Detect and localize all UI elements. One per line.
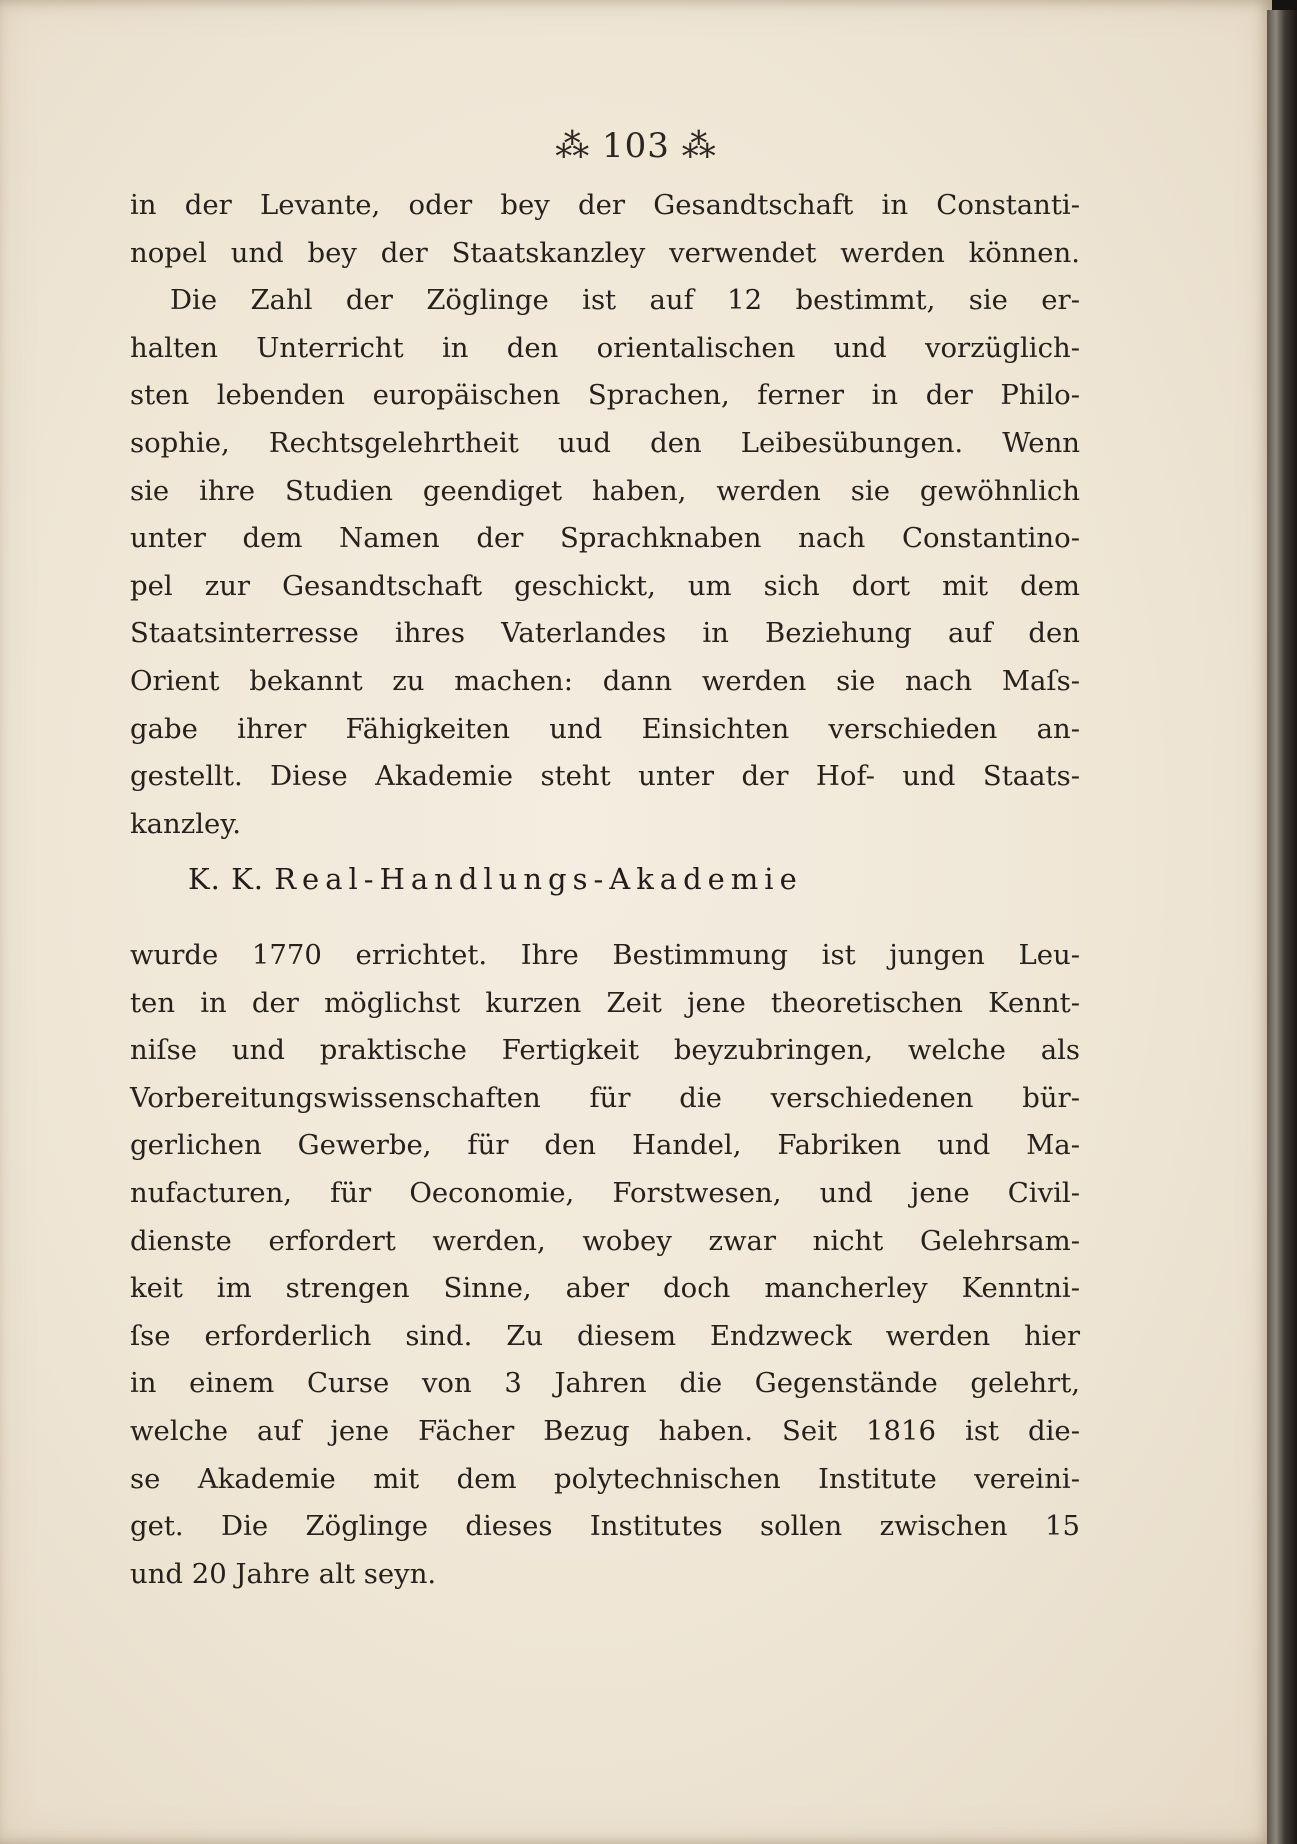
text-line: gabe ihrer Fähigkeiten und Einsichten verschieden an- bbox=[130, 712, 1080, 745]
text-line: Orient bekannt zu machen: dann werden sie nach Maſs- bbox=[130, 664, 1080, 697]
text-line: in einem Curse von 3 Jahren die Gegenstände gelehrt, bbox=[130, 1367, 1080, 1400]
text-line: se Akademie mit dem polytechnischen Institute vereini- bbox=[130, 1462, 1080, 1495]
text-line: sophie, Rechtsgelehrtheit uud den Leibesübungen. Wenn bbox=[130, 426, 1080, 459]
text-line: und 20 Jahre alt seyn. bbox=[130, 1557, 437, 1590]
text-line: Die Zahl der Zöglinge ist auf 12 bestimmt, sie er- bbox=[170, 284, 1080, 317]
text-line: niſse und praktische Fertigkeit beyzubringen, welche als bbox=[130, 1034, 1080, 1067]
text-line: pel zur Gesandtschaft geschickt, um sich dort mit dem bbox=[130, 569, 1080, 602]
text-line: welche auf jene Fächer Bezug haben. Seit 1816 ist die- bbox=[130, 1414, 1080, 1447]
text-line: ten in der möglichst kurzen Zeit jene theoretischen Kennt- bbox=[130, 986, 1080, 1019]
page-edge-shadow bbox=[1267, 10, 1297, 1844]
text-line: unter dem Namen der Sprachknaben nach Constantino- bbox=[130, 522, 1080, 555]
text-line: keit im strengen Sinne, aber doch mancherley Kenntni- bbox=[130, 1272, 1080, 1305]
paragraph-1 bbox=[130, 182, 1080, 848]
section-heading-prefix: K. K. bbox=[188, 862, 264, 896]
text-line: nufacturen, für Oeconomie, Forstwesen, und jene Civil- bbox=[130, 1176, 1080, 1209]
text-line: Staatsinterresse ihres Vaterlandes in Beziehung auf den bbox=[130, 617, 1080, 650]
section-heading bbox=[188, 862, 803, 896]
text-line: nopel und bey der Staatskanzley verwendet werden können. bbox=[130, 236, 1080, 269]
text-line: gestellt. Diese Akademie steht unter der Hof- und Staats- bbox=[130, 760, 1080, 793]
text-line: halten Unterricht in den orientalischen und vorzüglich- bbox=[130, 331, 1080, 364]
text-line: kanzley. bbox=[130, 807, 241, 840]
text-line: sie ihre Studien geendiget haben, werden sie gewöhnlich bbox=[130, 474, 1080, 507]
text-line: Vorbereitungswissenschaften für die verschiedenen bür- bbox=[130, 1081, 1080, 1114]
text-line: gerlichen Gewerbe, für den Handel, Fabriken und Ma- bbox=[130, 1129, 1080, 1162]
page-header: ⁂ 103 ⁂ bbox=[555, 126, 717, 166]
text-line: in der Levante, oder bey der Gesandtschaft in Constanti- bbox=[130, 189, 1080, 221]
text-line: dienste erfordert werden, wobey zwar nicht Gelehrsam- bbox=[130, 1224, 1080, 1257]
text-line: ſse erforderlich sind. Zu diesem Endzweck werden hier bbox=[130, 1319, 1080, 1352]
paragraph-2 bbox=[130, 932, 1080, 1598]
text-line: sten lebenden europäischen Sprachen, ferner in der Philo- bbox=[130, 379, 1080, 412]
text-line: get. Die Zöglinge dieses Institutes sollen zwischen 15 bbox=[130, 1510, 1080, 1543]
section-heading-title: Real-Handlungs-Akademie bbox=[274, 862, 803, 896]
text-line: wurde 1770 errichtet. Ihre Bestimmung ist jungen Leu- bbox=[130, 939, 1080, 971]
